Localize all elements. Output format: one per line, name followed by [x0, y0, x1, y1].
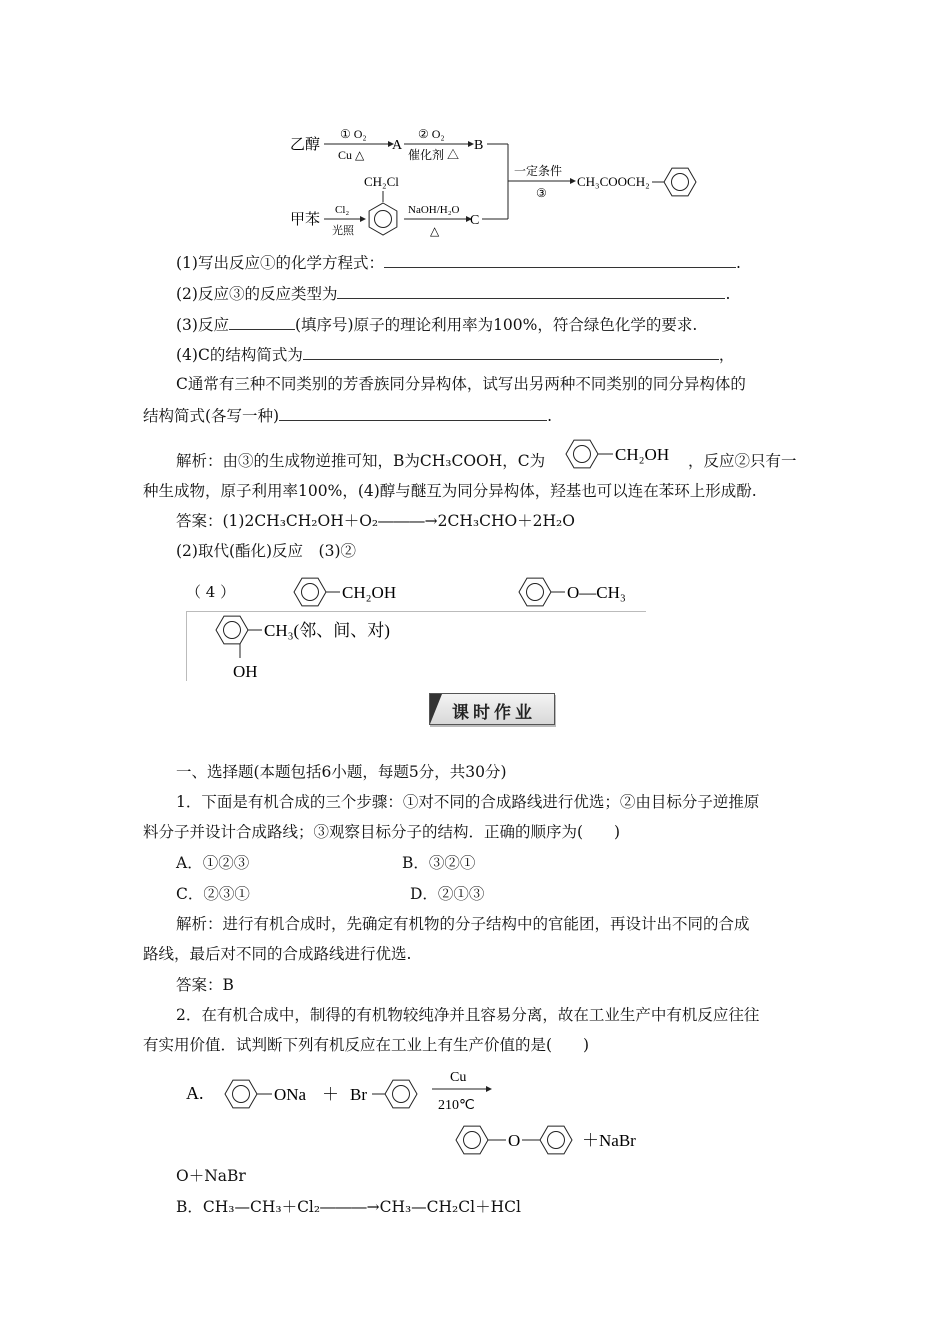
cl2-label: Cl₂ — [335, 204, 350, 216]
compound-a: A — [392, 138, 403, 153]
option-a-catalyst: Cu — [450, 1070, 467, 1085]
answer-4-structure-2 — [517, 573, 647, 611]
answer-2: (2)取代(酯化)反应 (3)② — [176, 542, 357, 560]
problem-1-answer: 答案：B — [176, 976, 234, 994]
answer-blank-4[interactable] — [303, 344, 719, 360]
problem-1-option-d[interactable]: D．②①③ — [410, 885, 485, 903]
option-a-label: A. — [186, 1083, 204, 1103]
section-banner — [429, 693, 555, 725]
problem-1-option-a[interactable]: A．①②③ — [176, 854, 250, 872]
section-1-heading: 一、选择题(本题包括6小题，每题5分，共30分) — [176, 763, 507, 781]
problem-2-option-b[interactable]: B．CH₃—CH₃＋Cl₂―――→CH₃—CH₂Cl＋HCl — [176, 1198, 521, 1216]
analysis-line-1-end: ，反应②只有一 — [688, 452, 797, 470]
question-4: (4)C的结构简式为 ， — [176, 346, 735, 364]
question-2: (2)反应③的反应类型为 . — [176, 285, 731, 303]
banner-triangle-icon — [430, 694, 442, 724]
answer-4-structure-1 — [292, 573, 422, 611]
ch2cl-label: CH₂Cl — [364, 174, 399, 189]
compound-b: B — [474, 138, 484, 153]
light-label: 光照 — [332, 225, 354, 237]
analysis-line-1: 解析：由③的生成物逆推可知，B为CH₃COOH，C为 — [176, 452, 546, 470]
product-formula: CH₃COOCH₂ — [577, 174, 650, 189]
reaction2-bottom: 催化剂 △ — [408, 148, 460, 162]
option-a-nabr: ＋NaBr — [582, 1131, 636, 1150]
problem-1-line-1: 1．下面是有机合成的三个步骤：①对不同的合成路线进行优选；②由目标分子逆推原 — [176, 793, 760, 811]
reaction-scheme — [280, 118, 720, 248]
reaction3-bottom: ③ — [536, 186, 547, 200]
question-5-line-1: C通常有三种不同类别的芳香族同分异构体，试写出另两种不同类别的同分异构体的 — [176, 375, 746, 393]
option-a-br: Br — [350, 1085, 367, 1104]
problem-2-stray-text: O＋NaBr — [176, 1167, 246, 1185]
problem-2-option-a-reaction[interactable] — [180, 1064, 660, 1166]
problem-1-analysis-2: 路线，最后对不同的合成路线进行优选. — [143, 945, 412, 963]
answer-blank-3[interactable] — [229, 314, 295, 330]
benzyl-alcohol-group: CH₂OH — [615, 445, 670, 464]
problem-2-line-1: 2．在有机合成中，制得的有机物较纯净并且容易分离，故在工业生产中有机反应往往 — [176, 1006, 760, 1024]
answer-blank-2[interactable] — [337, 283, 725, 299]
answer-4-ch3-positions: CH₃(邻、间、对) — [264, 621, 390, 640]
problem-1-line-2: 料分子并设计合成路线；③观察目标分子的结构．正确的顺序为( ) — [143, 823, 621, 841]
answer-4-ch2oh: CH₂OH — [342, 583, 397, 602]
reaction2-top: ② O₂ — [418, 127, 445, 141]
answer-4-structure-3 — [205, 610, 435, 682]
answer-blank-1[interactable] — [384, 252, 736, 268]
option-a-ether-oxygen: O — [508, 1131, 521, 1150]
benzene-ring-benzyl-chloride — [369, 203, 397, 235]
option-a-plus: ＋ — [322, 1085, 339, 1104]
problem-2-line-2: 有实用价值．试判断下列有机反应在工业上有生产价值的是( ) — [143, 1036, 590, 1054]
problem-1-option-b[interactable]: B．③②① — [402, 854, 476, 872]
compound-c: C — [470, 213, 480, 228]
answer-4-oh: OH — [233, 662, 258, 681]
answer-4-label: （ 4 ） — [186, 583, 236, 601]
problem-1-analysis-1: 解析：进行有机合成时，先确定有机物的分子结构中的官能团，再设计出不同的合成 — [176, 915, 750, 933]
toluene-label: 甲苯 — [290, 212, 321, 228]
option-a-ona: ONa — [274, 1085, 307, 1104]
question-1: (1)写出反应①的化学方程式： . — [176, 254, 741, 272]
answer-1: 答案：(1)2CH₃CH₂OH＋O₂―――→2CH₃CHO＋2H₂O — [176, 512, 575, 530]
problem-1-option-c[interactable]: C．②③① — [176, 885, 250, 903]
reaction4-bottom: △ — [430, 224, 440, 238]
option-a-temperature: 210℃ — [438, 1098, 475, 1113]
analysis-line-2: 种生成物，原子利用率100%，(4)醇与醚互为同分异构体，羟基也可以连在苯环上形成酚. — [143, 482, 757, 500]
reaction4-top: NaOH/H₂O — [408, 204, 460, 216]
benzyl-alcohol-structure — [563, 434, 683, 474]
benzene-ring-product — [664, 168, 696, 196]
question-5-line-2: 结构简式(各写一种) . — [143, 407, 553, 425]
answer-4-frame-side — [186, 611, 187, 681]
question-3: (3)反应 (填序号)原子的理论利用率为100%，符合绿色化学的要求. — [176, 316, 698, 334]
ethanol-label: 乙醇 — [290, 137, 321, 153]
answer-4-och3: O—CH₃ — [567, 583, 626, 602]
answer-blank-5[interactable] — [279, 405, 547, 421]
reaction1-bottom: Cu △ — [338, 148, 365, 162]
reaction3-top: 一定条件 — [514, 164, 563, 178]
reaction1-top: ① O₂ — [340, 127, 367, 141]
banner-title: 课时作业 — [452, 703, 536, 723]
